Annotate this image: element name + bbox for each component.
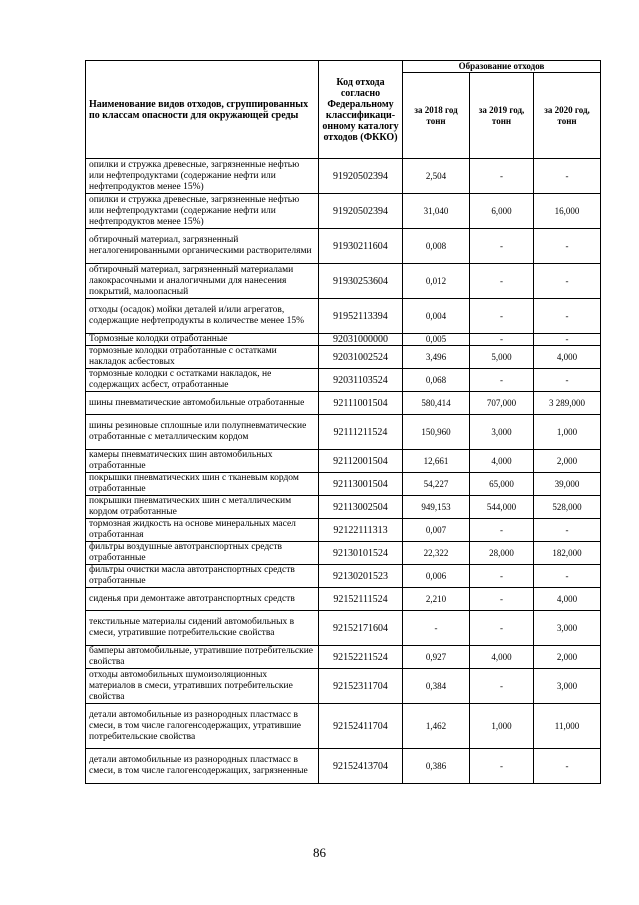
value-2018-cell: 1,462 <box>403 704 470 749</box>
waste-name-cell: отходы (осадок) мойки деталей и/или агрегатов, содержащие нефтепродукты в количестве менее 15% <box>86 299 319 334</box>
value-2019-cell: - <box>470 565 534 588</box>
value-2018-cell: 0,007 <box>403 519 470 542</box>
table-header <box>86 61 601 159</box>
value-2018-cell: 580,414 <box>403 392 470 415</box>
table-row <box>86 669 601 704</box>
header-year-2020: за 2020 год, тонн <box>534 73 601 159</box>
table-row <box>86 450 601 473</box>
value-2018-cell: - <box>403 611 470 646</box>
waste-code-cell: 92152413704 <box>319 749 403 784</box>
value-2020-cell: 4,000 <box>534 588 601 611</box>
table-row <box>86 646 601 669</box>
waste-code-cell: 92152211524 <box>319 646 403 669</box>
value-2019-cell: 1,000 <box>470 704 534 749</box>
value-2018-cell: 0,068 <box>403 369 470 392</box>
value-2018-cell: 0,927 <box>403 646 470 669</box>
value-2018-cell: 949,153 <box>403 496 470 519</box>
value-2019-cell: - <box>470 369 534 392</box>
header-year-2018: за 2018 год тонн <box>403 73 470 159</box>
value-2019-cell: 5,000 <box>470 346 534 369</box>
value-2020-cell: - <box>534 159 601 194</box>
waste-name-cell: детали автомобильные из разнородных пластмасс в смеси, в том числе галогенсодержащих, загрязненные <box>86 749 319 784</box>
value-2019-cell: 707,000 <box>470 392 534 415</box>
value-2020-cell: 11,000 <box>534 704 601 749</box>
table-row <box>86 299 601 334</box>
value-2019-cell: - <box>470 264 534 299</box>
waste-code-cell: 91920502394 <box>319 159 403 194</box>
table-row <box>86 392 601 415</box>
value-2019-cell: - <box>470 611 534 646</box>
waste-code-cell: 92113002504 <box>319 496 403 519</box>
waste-table <box>85 60 601 784</box>
waste-code-cell: 92113001504 <box>319 473 403 496</box>
value-2020-cell: - <box>534 519 601 542</box>
table-row <box>86 565 601 588</box>
value-2020-cell: 1,000 <box>534 415 601 450</box>
waste-name-cell: обтирочный материал, загрязненный негалогенированными органическими растворителями <box>86 229 319 264</box>
waste-code-cell: 92111001504 <box>319 392 403 415</box>
table-row <box>86 588 601 611</box>
value-2019-cell: - <box>470 334 534 346</box>
table-body <box>86 159 601 784</box>
waste-name-cell: фильтры воздушные автотранспортных средств отработанные <box>86 542 319 565</box>
waste-name-cell: покрышки пневматических шин с тканевым кордом отработанные <box>86 473 319 496</box>
value-2020-cell: 528,000 <box>534 496 601 519</box>
waste-name-cell: шины пневматические автомобильные отработанные <box>86 392 319 415</box>
value-2019-cell: - <box>470 299 534 334</box>
value-2018-cell: 0,384 <box>403 669 470 704</box>
waste-name-cell: тормозные колодки с остатками накладок, не содержащих асбест, отработанные <box>86 369 319 392</box>
header-row-top <box>86 61 601 73</box>
table-row <box>86 496 601 519</box>
value-2018-cell: 2,504 <box>403 159 470 194</box>
table-row <box>86 194 601 229</box>
table-row <box>86 369 601 392</box>
value-2020-cell: 39,000 <box>534 473 601 496</box>
table-row <box>86 334 601 346</box>
value-2018-cell: 22,322 <box>403 542 470 565</box>
table-row <box>86 611 601 646</box>
waste-code-cell: 91930253604 <box>319 264 403 299</box>
value-2020-cell: 3 289,000 <box>534 392 601 415</box>
waste-name-cell: тормозные колодки отработанные с остатками накладок асбестовых <box>86 346 319 369</box>
waste-name-cell: опилки и стружка древесные, загрязненные нефтью или нефтепродуктами (содержание нефти или нефтепродуктов менее 15%) <box>86 159 319 194</box>
table-row <box>86 264 601 299</box>
waste-name-cell: опилки и стружка древесные, загрязненные нефтью или нефтепродуктами (содержание нефти или нефтепродуктов менее 15%) <box>86 194 319 229</box>
waste-name-cell: покрышки пневматических шин с металлическим кордом отработанные <box>86 496 319 519</box>
waste-code-cell: 92130101524 <box>319 542 403 565</box>
waste-code-cell: 92130201523 <box>319 565 403 588</box>
table-row <box>86 346 601 369</box>
header-name-column: Наименование видов отходов, сгруппированных по классам опасности для окружающей среды <box>86 61 319 159</box>
waste-code-cell: 91930211604 <box>319 229 403 264</box>
value-2020-cell: 16,000 <box>534 194 601 229</box>
waste-code-cell: 92112001504 <box>319 450 403 473</box>
waste-code-cell: 92152411704 <box>319 704 403 749</box>
waste-code-cell: 92122111313 <box>319 519 403 542</box>
waste-code-cell: 91952113394 <box>319 299 403 334</box>
waste-code-cell: 92031103524 <box>319 369 403 392</box>
value-2018-cell: 0,008 <box>403 229 470 264</box>
value-2018-cell: 2,210 <box>403 588 470 611</box>
value-2020-cell: 4,000 <box>534 346 601 369</box>
value-2018-cell: 3,496 <box>403 346 470 369</box>
value-2019-cell: 4,000 <box>470 646 534 669</box>
waste-name-cell: тормозная жидкость на основе минеральных масел отработанная <box>86 519 319 542</box>
table-row <box>86 542 601 565</box>
waste-name-cell: обтирочный материал, загрязненный материалами лакокрасочными и аналогичными для нанесения покрытий, малоопасный <box>86 264 319 299</box>
value-2019-cell: - <box>470 519 534 542</box>
value-2020-cell: 3,000 <box>534 611 601 646</box>
value-2020-cell: - <box>534 264 601 299</box>
waste-name-cell: бамперы автомобильные, утратившие потребительские свойства <box>86 646 319 669</box>
value-2018-cell: 150,960 <box>403 415 470 450</box>
value-2020-cell: 2,000 <box>534 450 601 473</box>
value-2020-cell: 3,000 <box>534 669 601 704</box>
table-row <box>86 704 601 749</box>
waste-name-cell: текстильные материалы сидений автомобильных в смеси, утратившие потребительские свойства <box>86 611 319 646</box>
value-2019-cell: 3,000 <box>470 415 534 450</box>
value-2020-cell: - <box>534 229 601 264</box>
waste-code-cell: 92152311704 <box>319 669 403 704</box>
table-row <box>86 749 601 784</box>
value-2020-cell: - <box>534 369 601 392</box>
waste-code-cell: 92111211524 <box>319 415 403 450</box>
page-number: 86 <box>313 845 326 860</box>
value-2018-cell: 31,040 <box>403 194 470 229</box>
value-2018-cell: 0,386 <box>403 749 470 784</box>
header-code-column: Код отхода согласно Федеральному классификаци-онному каталогу отходов (ФККО) <box>319 61 403 159</box>
waste-name-cell: шины резиновые сплошные или полупневматические отработанные с металлическим кордом <box>86 415 319 450</box>
table-row <box>86 229 601 264</box>
waste-name-cell: детали автомобильные из разнородных пластмасс в смеси, в том числе галогенсодержащих, утратившие потребительские свойства <box>86 704 319 749</box>
value-2018-cell: 54,227 <box>403 473 470 496</box>
value-2019-cell: 28,000 <box>470 542 534 565</box>
value-2019-cell: - <box>470 229 534 264</box>
waste-name-cell: камеры пневматических шин автомобильных отработанные <box>86 450 319 473</box>
waste-name-cell: Тормозные колодки отработанные <box>86 334 319 346</box>
waste-code-cell: 92031000000 <box>319 334 403 346</box>
value-2019-cell: 4,000 <box>470 450 534 473</box>
value-2020-cell: - <box>534 565 601 588</box>
value-2019-cell: - <box>470 588 534 611</box>
value-2019-cell: - <box>470 159 534 194</box>
table-row <box>86 159 601 194</box>
header-waste-generation: Образование отходов <box>403 61 601 73</box>
waste-code-cell: 92152171604 <box>319 611 403 646</box>
value-2020-cell: - <box>534 299 601 334</box>
waste-name-cell: фильтры очистки масла автотранспортных средств отработанные <box>86 565 319 588</box>
value-2018-cell: 12,661 <box>403 450 470 473</box>
value-2018-cell: 0,004 <box>403 299 470 334</box>
table-row <box>86 473 601 496</box>
value-2019-cell: 6,000 <box>470 194 534 229</box>
waste-code-cell: 92031002524 <box>319 346 403 369</box>
value-2019-cell: 544,000 <box>470 496 534 519</box>
value-2018-cell: 0,012 <box>403 264 470 299</box>
value-2018-cell: 0,006 <box>403 565 470 588</box>
value-2019-cell: - <box>470 749 534 784</box>
table-row <box>86 519 601 542</box>
value-2020-cell: - <box>534 334 601 346</box>
value-2019-cell: 65,000 <box>470 473 534 496</box>
waste-name-cell: сиденья при демонтаже автотранспортных средств <box>86 588 319 611</box>
table-row <box>86 415 601 450</box>
header-year-2019: за 2019 год, тонн <box>470 73 534 159</box>
waste-code-cell: 92152111524 <box>319 588 403 611</box>
value-2020-cell: 182,000 <box>534 542 601 565</box>
waste-code-cell: 91920502394 <box>319 194 403 229</box>
value-2020-cell: - <box>534 749 601 784</box>
value-2018-cell: 0,005 <box>403 334 470 346</box>
value-2020-cell: 2,000 <box>534 646 601 669</box>
waste-name-cell: отходы автомобильных шумоизоляционных материалов в смеси, утративших потребительские свойства <box>86 669 319 704</box>
value-2019-cell: - <box>470 669 534 704</box>
